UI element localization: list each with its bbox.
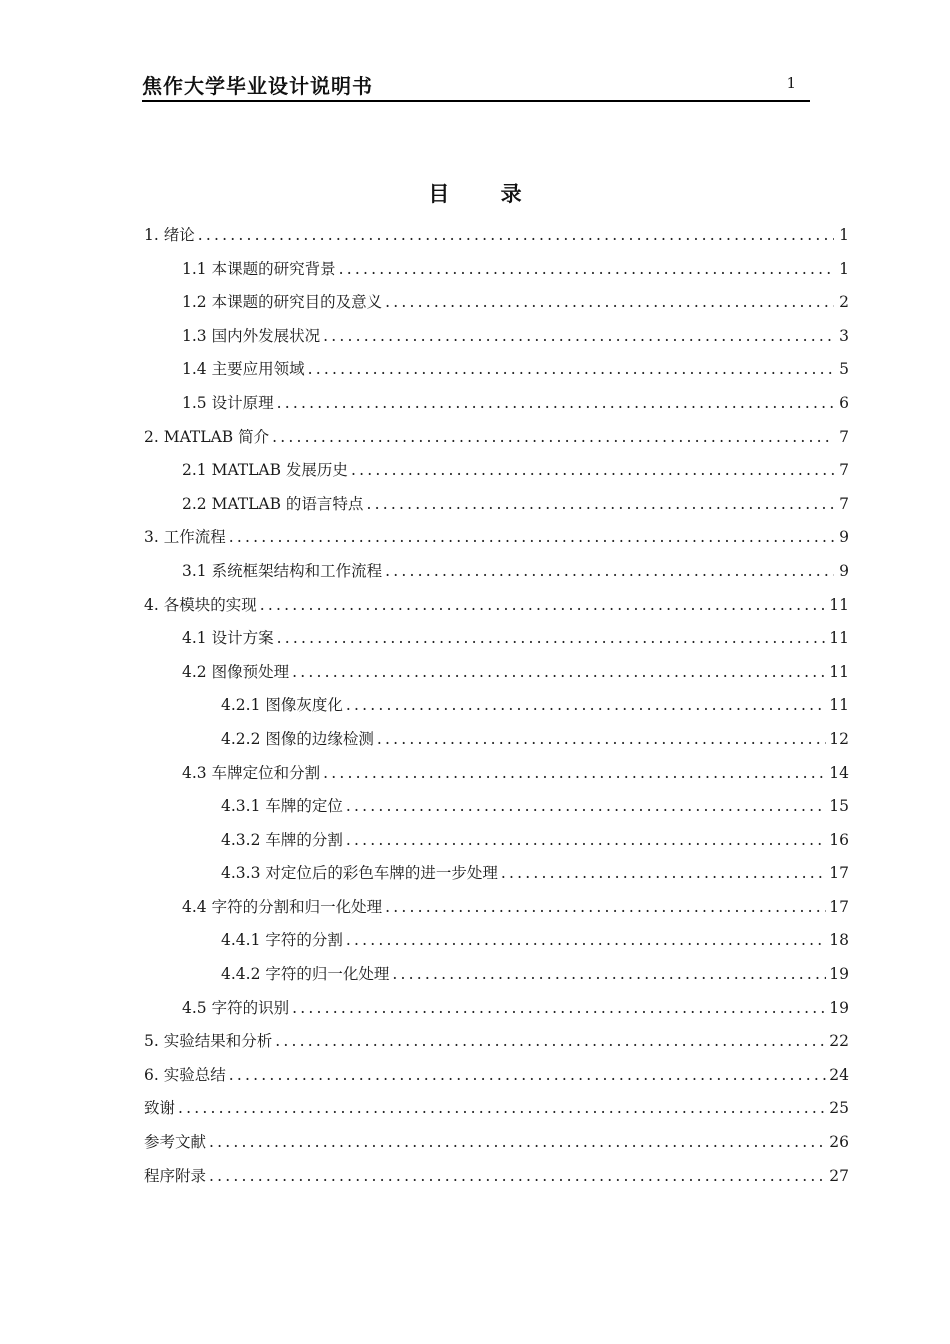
toc-entry[interactable] (144, 219, 849, 253)
toc-dot-leader (272, 421, 834, 455)
toc-entry-page: 27 (829, 1166, 849, 1185)
toc-entry-label: 3. 工作流程 (144, 528, 226, 547)
toc-entry-page: 11 (829, 595, 849, 614)
toc-dot-leader (277, 387, 834, 421)
toc-entry[interactable] (144, 790, 849, 824)
toc-entry-page: 15 (829, 797, 849, 816)
toc-dot-leader (209, 1126, 826, 1160)
toc-entry[interactable] (144, 924, 849, 958)
toc-entry[interactable] (144, 1059, 849, 1093)
toc-dot-leader (209, 1160, 826, 1194)
toc-entry[interactable] (144, 286, 849, 320)
toc-dot-leader (501, 857, 826, 891)
toc-dot-leader (277, 622, 827, 656)
toc-entry-label: 1. 绪论 (144, 226, 195, 244)
toc-entry[interactable] (144, 958, 849, 992)
toc-entry-label: 2. MATLAB 简介 (144, 427, 270, 446)
toc-entry[interactable] (144, 723, 849, 757)
toc-entry-label: 5. 实验结果和分析 (144, 1032, 273, 1051)
document-title: 焦作大学毕业设计说明书 (142, 74, 373, 98)
toc-entry-label: 1.5 设计原理 (182, 393, 274, 412)
toc-entry-page: 1 (839, 226, 849, 244)
toc-entry-label: 2.1 MATLAB 发展历史 (182, 461, 348, 480)
header-page-number: 1 (786, 74, 796, 92)
toc-entry-label: 4.4.2 字符的归一化处理 (221, 965, 390, 984)
toc-entry-label: 4.5 字符的识别 (182, 998, 290, 1017)
toc-dot-leader (229, 1059, 827, 1093)
toc-entry[interactable] (144, 824, 849, 858)
toc-entry[interactable] (144, 589, 849, 623)
toc-entry-page: 9 (839, 528, 849, 547)
toc-entry-page: 14 (829, 763, 849, 782)
toc-entry[interactable] (144, 757, 849, 791)
toc-entry-page: 12 (829, 729, 849, 748)
toc-entry-page: 25 (829, 1099, 849, 1118)
toc-entry[interactable] (144, 454, 849, 488)
toc-dot-leader (323, 757, 826, 791)
toc-entry-page: 6 (839, 393, 849, 412)
toc-entry-label: 参考文献 (144, 1133, 207, 1152)
toc-dot-leader (292, 656, 826, 690)
toc-entry[interactable] (144, 488, 849, 522)
toc-entry[interactable] (144, 857, 849, 891)
toc-dot-leader (339, 253, 834, 287)
toc-dot-leader (366, 488, 834, 522)
toc-entry[interactable] (144, 891, 849, 925)
toc-entry-page: 7 (839, 427, 849, 446)
toc-entry[interactable] (144, 387, 849, 421)
toc-entry-page: 19 (829, 998, 849, 1017)
toc-dot-leader (346, 824, 826, 858)
toc-dot-leader (292, 992, 826, 1026)
toc-dot-leader (346, 924, 826, 958)
toc-entry-page: 3 (839, 326, 849, 345)
toc-entry-page: 26 (829, 1133, 849, 1152)
toc-entry-label: 4. 各模块的实现 (144, 595, 257, 614)
toc-dot-leader (198, 219, 834, 253)
toc-entry-label: 致谢 (144, 1099, 176, 1118)
toc-dot-leader (346, 689, 826, 723)
toc-entry[interactable] (144, 253, 849, 287)
toc-entry-label: 程序附录 (144, 1166, 207, 1185)
toc-entry-label: 4.1 设计方案 (182, 629, 274, 648)
toc-entry[interactable] (144, 1025, 849, 1059)
toc-entry-page: 1 (839, 259, 849, 278)
page-header (142, 70, 810, 102)
toc-heading: 目 录 (428, 182, 544, 206)
toc-entry-page: 5 (839, 360, 849, 379)
toc-dot-leader (385, 286, 834, 320)
toc-entry[interactable] (144, 1092, 849, 1126)
toc-entry-label: 4.3.2 车牌的分割 (221, 830, 343, 849)
toc-dot-leader (385, 555, 834, 589)
toc-dot-leader (377, 723, 826, 757)
toc-entry-page: 9 (839, 561, 849, 580)
toc-entry-label: 2.2 MATLAB 的语言特点 (182, 494, 364, 513)
toc-entry-page: 16 (829, 830, 849, 849)
toc-entry[interactable] (144, 1126, 849, 1160)
toc-entry[interactable] (144, 689, 849, 723)
toc-entry[interactable] (144, 656, 849, 690)
toc-dot-leader (260, 589, 827, 623)
toc-entry-label: 3.1 系统框架结构和工作流程 (182, 561, 383, 580)
toc-entry[interactable] (144, 1160, 849, 1194)
toc-entry-label: 4.4.1 字符的分割 (221, 931, 343, 950)
toc-entry-page: 7 (839, 494, 849, 513)
toc-entry-page: 22 (829, 1032, 849, 1051)
toc-entry[interactable] (144, 555, 849, 589)
toc-entry-label: 1.4 主要应用领域 (182, 360, 305, 379)
toc-entry-label: 6. 实验总结 (144, 1065, 226, 1084)
toc-dot-leader (351, 454, 834, 488)
toc-entry-page: 18 (829, 931, 849, 950)
toc-entry-label: 1.3 国内外发展状况 (182, 326, 321, 345)
toc-entry-page: 7 (839, 461, 849, 480)
toc-entry-page: 11 (829, 629, 849, 648)
toc-entry-label: 4.2.2 图像的边缘检测 (221, 729, 374, 748)
toc-entry-page: 2 (839, 293, 849, 312)
toc-entry[interactable] (144, 353, 849, 387)
toc-entry-label: 4.3 车牌定位和分割 (182, 763, 321, 782)
toc-entry-page: 17 (829, 864, 849, 883)
toc-entry[interactable] (144, 421, 849, 455)
toc-entry[interactable] (144, 622, 849, 656)
toc-entry-label: 1.1 本课题的研究背景 (182, 259, 336, 278)
toc-dot-leader (385, 891, 826, 925)
toc-entry-page: 11 (829, 662, 849, 681)
toc-entry-label: 4.3.3 对定位后的彩色车牌的进一步处理 (221, 864, 498, 883)
toc-dot-leader (178, 1092, 826, 1126)
toc-dot-leader (275, 1025, 826, 1059)
toc-dot-leader (392, 958, 826, 992)
toc-entry-label: 4.2.1 图像灰度化 (221, 696, 343, 715)
table-of-contents (144, 219, 849, 1193)
toc-dot-leader (323, 320, 834, 354)
toc-entry-label: 4.2 图像预处理 (182, 662, 290, 681)
toc-dot-leader (229, 521, 834, 555)
toc-entry[interactable] (144, 992, 849, 1026)
toc-entry[interactable] (144, 521, 849, 555)
toc-entry-page: 24 (829, 1065, 849, 1084)
toc-entry-label: 1.2 本课题的研究目的及意义 (182, 293, 383, 312)
toc-entry-page: 11 (829, 696, 849, 715)
toc-entry[interactable] (144, 320, 849, 354)
toc-dot-leader (346, 790, 826, 824)
toc-entry-label: 4.3.1 车牌的定位 (221, 797, 343, 816)
toc-entry-page: 19 (829, 965, 849, 984)
toc-dot-leader (308, 353, 834, 387)
toc-entry-label: 4.4 字符的分割和归一化处理 (182, 897, 383, 916)
toc-entry-page: 17 (829, 897, 849, 916)
